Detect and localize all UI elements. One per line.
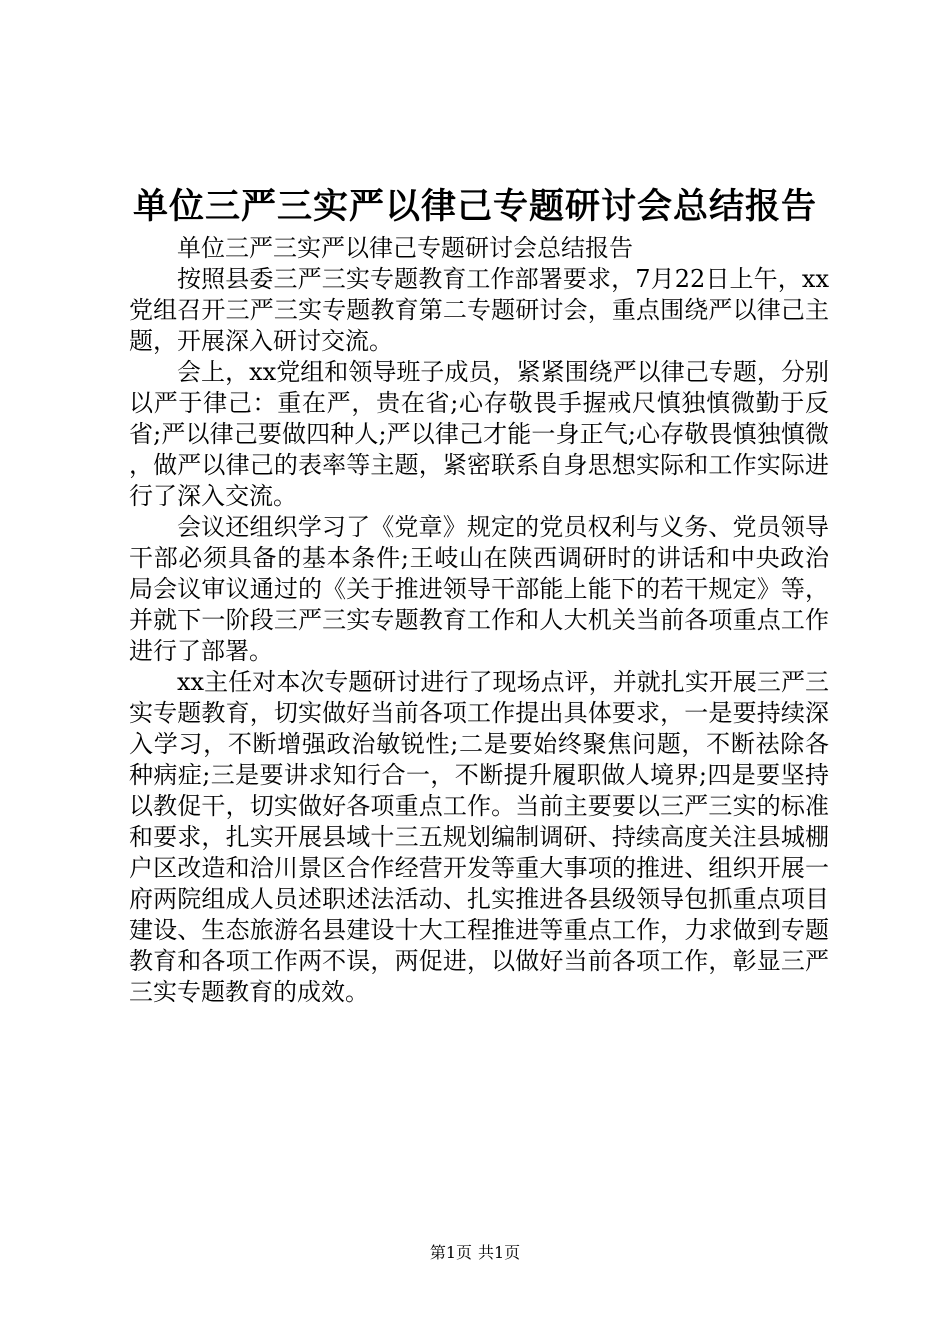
paragraph-subtitle: 单位三严三实严以律己专题研讨会总结报告 <box>177 234 633 262</box>
paragraph-meeting: 会上，xx党组和领导班子成员，紧紧围绕严以律己专题，分别以严于律己：重在严，贵在省;心存敬畏手握戒尺慎独慎微勤于反省;严以律己要做四种人;严以律己才能一身正气;心存敬畏慎独慎微，做严以律己的表率等主题，紧密联系自身思想实际和工作实际进行了深入交流。 <box>129 358 829 510</box>
page-number: 第1页 <box>429 1243 472 1262</box>
page-total: 共1页 <box>478 1243 521 1262</box>
paragraph-remarks: xx主任对本次专题研讨进行了现场点评，并就扎实开展三严三实专题教育，切实做好当前各项工作提出具体要求，一是要持续深入学习，不断增强政治敏锐性;二是要始终聚焦问题，不断祛除各种病症;三是要讲求知行合一，不断提升履职做人境界;四是要坚持以教促干，切实做好各项重点工作。当前主要要以三严三实的标准和要求，扎实开展县域十三五规划编制调研、持续高度关注县城棚户区改造和洽川景区合作经营开发等重大事项的推进、组织开展一府两院组成人员述职述法活动、扎实推进各县级领导包抓重点项目建设、生态旅游名县建设十大工程推进等重点工作，力求做到专题教育和各项工作两不误，两促进，以做好当前各项工作，彰显三严三实专题教育的成效。 <box>129 668 829 1006</box>
paragraph-intro: 按照县委三严三实专题教育工作部署要求，7月22日上午，xx党组召开三严三实专题教育第二专题研讨会，重点围绕严以律己主题，开展深入研讨交流。 <box>129 265 829 355</box>
document-title: 单位三严三实严以律己专题研讨会总结报告 <box>132 186 817 227</box>
document-body <box>129 233 829 1008</box>
page-footer <box>0 1242 950 1264</box>
paragraph-study: 会议还组织学习了《党章》规定的党员权利与义务、党员领导干部必须具备的基本条件;王岐山在陕西调研时的讲话和中央政治局会议审议通过的《关于推进领导干部能上能下的若干规定》等，并就下一阶段三严三实专题教育工作和人大机关当前各项重点工作进行了部署。 <box>129 513 829 665</box>
